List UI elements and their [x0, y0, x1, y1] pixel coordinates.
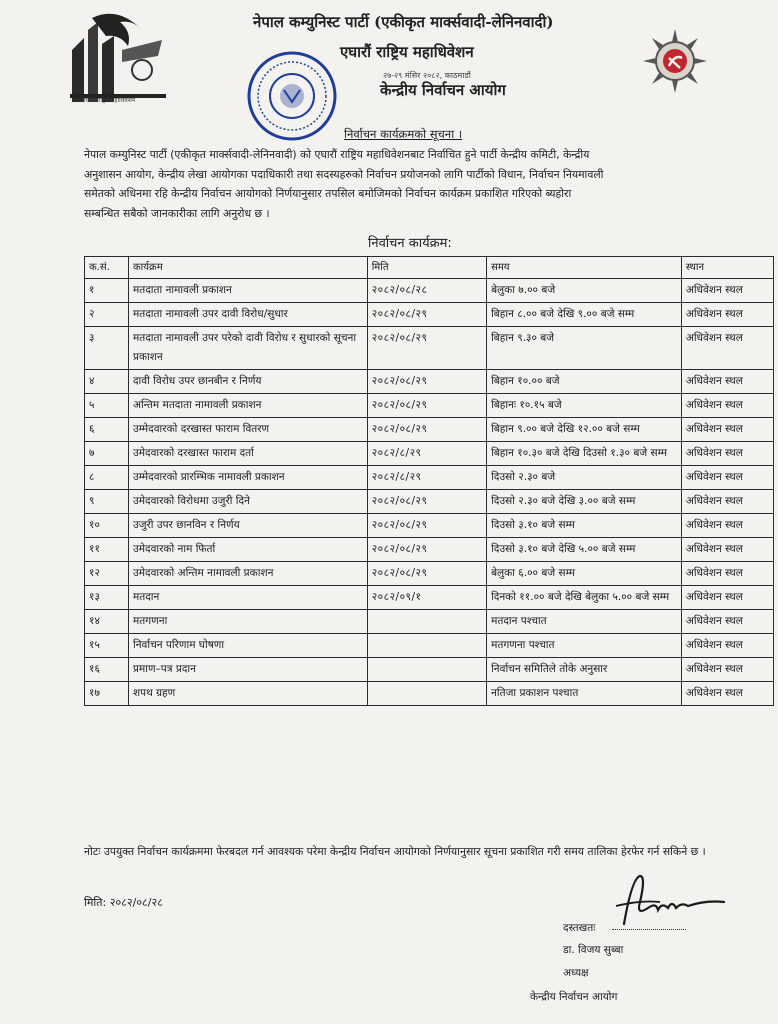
cell-program: मतगणना [128, 610, 367, 634]
cell-date: २०८२/८/२९ [367, 466, 486, 490]
table-row [85, 303, 774, 327]
table-row [85, 658, 774, 682]
cell-sn: १६ [85, 658, 129, 682]
cell-program: उमेदवारको अन्तिम नामावली प्रकाशन [128, 562, 367, 586]
cell-place: अधिवेशन स्थल [681, 303, 773, 327]
table-row [85, 682, 774, 706]
cell-date: २०८२/०९/१ [367, 586, 486, 610]
cell-program: उमेदवारको दरखास्त फाराम दर्ता [128, 442, 367, 466]
schedule-title: निर्वाचन कार्यक्रम: [368, 236, 452, 251]
cell-place: अधिवेशन स्थल [681, 279, 773, 303]
intro-line: नेपाल कम्युनिस्ट पार्टी (एकीकृत मार्क्सवादी-लेनिनवादी) को एघारौं राष्ट्रिय महाधिवेशनबाट निर्वाचित हुने पार्टी केन्द्रीय कमिटी, केन्द्रीय [84, 148, 590, 161]
cell-program: मतदाता नामावली उपर परेको दावी विरोध र सुधारको सूचना प्रकाशन [128, 327, 367, 370]
cell-program: अन्तिम मतदाता नामावली प्रकाशन [128, 394, 367, 418]
intro-line: अनुशासन आयोग, केन्द्रीय लेखा आयोगका पदाधिकारी तथा सदस्यहरुको निर्वाचन प्रयोजनको लागि पार्टीको विधान, निर्वाचन नियमावली [84, 167, 604, 181]
cell-date: २०८२/०८/२९ [367, 370, 486, 394]
cell-date: २०८२/८/२९ [367, 442, 486, 466]
cell-sn: ४ [85, 370, 129, 394]
table-row [85, 610, 774, 634]
cell-date [367, 634, 486, 658]
table-row [85, 490, 774, 514]
cell-time: दिउसो २.३० बजे [487, 466, 682, 490]
cell-place: अधिवेशन स्थल [681, 394, 773, 418]
cell-sn: १७ [85, 682, 129, 706]
cell-place: अधिवेशन स्थल [681, 634, 773, 658]
cell-time: बिहान १०.३० बजे देखि दिउसो १.३० बजे सम्म [487, 442, 682, 466]
cell-program: मतदान [128, 586, 367, 610]
cell-program: दावी विरोध उपर छानबीन र निर्णय [128, 370, 367, 394]
cell-program: शपथ ग्रहण [128, 682, 367, 706]
cell-time: बिहान ९.३० बजे [487, 327, 682, 370]
table-header-row [85, 257, 774, 279]
party-sun-emblem-icon [642, 28, 708, 94]
cell-place: अधिवेशन स्थल [681, 610, 773, 634]
cell-date: २०८२/०८/२९ [367, 562, 486, 586]
cell-place: अधिवेशन स्थल [681, 538, 773, 562]
cell-place: अधिवेशन स्थल [681, 370, 773, 394]
cell-time: निर्वाचन समितिले तोके अनुसार [487, 658, 682, 682]
notice-title: निर्वाचन कार्यक्रमको सूचना । [344, 127, 463, 141]
note-text: नोटः उपयुक्त निर्वाचन कार्यक्रममा फेरबदल गर्न आवश्यक परेमा केन्द्रीय निर्वाचन आयोगको निर्णयानुसार सूचना प्रकाशित गरी समय तालिका हेरफेर गर्न सकिने छ । [84, 845, 706, 858]
cell-place: अधिवेशन स्थल [681, 418, 773, 442]
cell-time: दिउसो ३.१० बजे देखि ५.०० बजे सम्म [487, 538, 682, 562]
cell-sn: १२ [85, 562, 129, 586]
cell-program: उम्मेदवारको प्रारम्भिक नामावली प्रकाशन [128, 466, 367, 490]
notice-date: मिति: २०८२/०८/२८ [84, 896, 163, 909]
cell-program: उमेदवारको विरोधमा उजुरी दिने [128, 490, 367, 514]
signature-label: दस्तखतः [563, 922, 596, 934]
cell-time: बिहान १०.०० बजे [487, 370, 682, 394]
cell-sn: ६ [85, 418, 129, 442]
intro-line: समेतको अधिनमा रहि केन्द्रीय निर्वाचन आयोगको निर्णयानुसार तपसिल बमोजिमको निर्वाचन कार्यक्रम प्रकाशित गरिएको ब्यहोरा [84, 187, 572, 200]
cell-place: अधिवेशन स्थल [681, 586, 773, 610]
cell-program: उजुरी उपर छानविन र निर्णय [128, 514, 367, 538]
cell-sn: ३ [85, 327, 129, 370]
cell-time: बेलुका ७.०० बजे [487, 279, 682, 303]
header-sn: क.सं. [85, 257, 129, 279]
cell-time: बिहान ९.०० बजे देखि १२.०० बजे सम्म [487, 418, 682, 442]
party-name: नेपाल कम्युनिस्ट पार्टी (एकीकृत मार्क्सवादी-लेनिनवादी) [253, 13, 554, 31]
table-row [85, 279, 774, 303]
table-row [85, 466, 774, 490]
cell-date: २०८२/०८/२९ [367, 418, 486, 442]
intro-line: सम्बन्धित सबैको जानकारीका लागि अनुरोध छ । [84, 206, 270, 220]
handwritten-signature-icon [610, 872, 730, 932]
table-body [85, 279, 774, 706]
cell-time: मतदान पश्चात [487, 610, 682, 634]
commission-stamp-icon [246, 50, 338, 142]
cell-sn: ८ [85, 466, 129, 490]
cell-program: मतदाता नामावली उपर दावी विरोध/सुधार [128, 303, 367, 327]
cell-place: अधिवेशन स्थल [681, 327, 773, 370]
cell-sn: ५ [85, 394, 129, 418]
signer-organization: केन्द्रीय निर्वाचन आयोग [530, 991, 618, 1003]
cell-sn: ९ [85, 490, 129, 514]
cell-sn: १४ [85, 610, 129, 634]
intro-paragraph [84, 145, 758, 223]
cell-program: निर्वाचन परिणाम घोषणा [128, 634, 367, 658]
cell-program: मतदाता नामावली प्रकाशन [128, 279, 367, 303]
cell-place: अधिवेशन स्थल [681, 466, 773, 490]
table-row [85, 327, 774, 370]
convention-title: एघारौं राष्ट्रिय महाधिवेशन [340, 43, 474, 61]
table-row [85, 442, 774, 466]
cell-place: अधिवेशन स्थल [681, 682, 773, 706]
table-row [85, 634, 774, 658]
cell-sn: ११ [85, 538, 129, 562]
cell-sn: १५ [85, 634, 129, 658]
signature-line [612, 929, 686, 930]
signer-name: डा. विजय सुब्बा [563, 944, 624, 956]
party-convention-logo-icon [62, 10, 172, 108]
cell-time: दिउसो २.३० बजे देखि ३.०० बजे सम्म [487, 490, 682, 514]
cell-place: अधिवेशन स्थल [681, 658, 773, 682]
cell-program: उम्मेदवारको दरखास्त फाराम वितरण [128, 418, 367, 442]
cell-date: २०८२/०८/२९ [367, 394, 486, 418]
cell-place: अधिवेशन स्थल [681, 442, 773, 466]
cell-date: २०८२/०८/२९ [367, 514, 486, 538]
table-row [85, 562, 774, 586]
cell-program: उमेदवारको नाम फिर्ता [128, 538, 367, 562]
cell-sn: १० [85, 514, 129, 538]
header-time: समय [487, 257, 682, 279]
cell-time: बिहान ८.०० बजे देखि ९.०० बजे सम्म [487, 303, 682, 327]
cell-date: २०८२/०८/२९ [367, 327, 486, 370]
table-row [85, 370, 774, 394]
election-schedule-table [84, 256, 774, 706]
cell-date [367, 682, 486, 706]
cell-date: २०८२/०८/२८ [367, 279, 486, 303]
header-program: कार्यक्रम [128, 257, 367, 279]
cell-sn: १३ [85, 586, 129, 610]
cell-program: प्रमाण–पत्र प्रदान [128, 658, 367, 682]
table-row [85, 514, 774, 538]
cell-date [367, 610, 486, 634]
cell-time: मतगणना पश्चात [487, 634, 682, 658]
table-row [85, 538, 774, 562]
cell-time: बिहानः १०.१५ बजे [487, 394, 682, 418]
logo-caption: एघारौं राष्ट्रिय महाधिवेशन [82, 97, 136, 104]
table-row [85, 418, 774, 442]
cell-time: दिउसो ३.१० बजे सम्म [487, 514, 682, 538]
cell-place: अधिवेशन स्थल [681, 562, 773, 586]
commission-title: केन्द्रीय निर्वाचन आयोग [380, 81, 506, 99]
convention-dates: २७-२९ मंसिर २०८२, काठमाडौं [383, 71, 471, 80]
cell-sn: ७ [85, 442, 129, 466]
cell-sn: १ [85, 279, 129, 303]
cell-time: बेलुका ६.०० बजे सम्म [487, 562, 682, 586]
cell-sn: २ [85, 303, 129, 327]
cell-date: २०८२/०८/२९ [367, 303, 486, 327]
cell-time: नतिजा प्रकाशन पश्चात [487, 682, 682, 706]
table-row [85, 586, 774, 610]
signer-role: अध्यक्ष [563, 967, 589, 979]
cell-place: अधिवेशन स्थल [681, 490, 773, 514]
cell-date: २०८२/०८/२९ [367, 490, 486, 514]
table-row [85, 394, 774, 418]
header-place: स्थान [681, 257, 773, 279]
cell-time: दिनको ११.०० बजे देखि बेलुका ५.०० बजे सम्म [487, 586, 682, 610]
cell-date [367, 658, 486, 682]
cell-date: २०८२/०८/२९ [367, 538, 486, 562]
cell-place: अधिवेशन स्थल [681, 514, 773, 538]
header-date: मिति [367, 257, 486, 279]
